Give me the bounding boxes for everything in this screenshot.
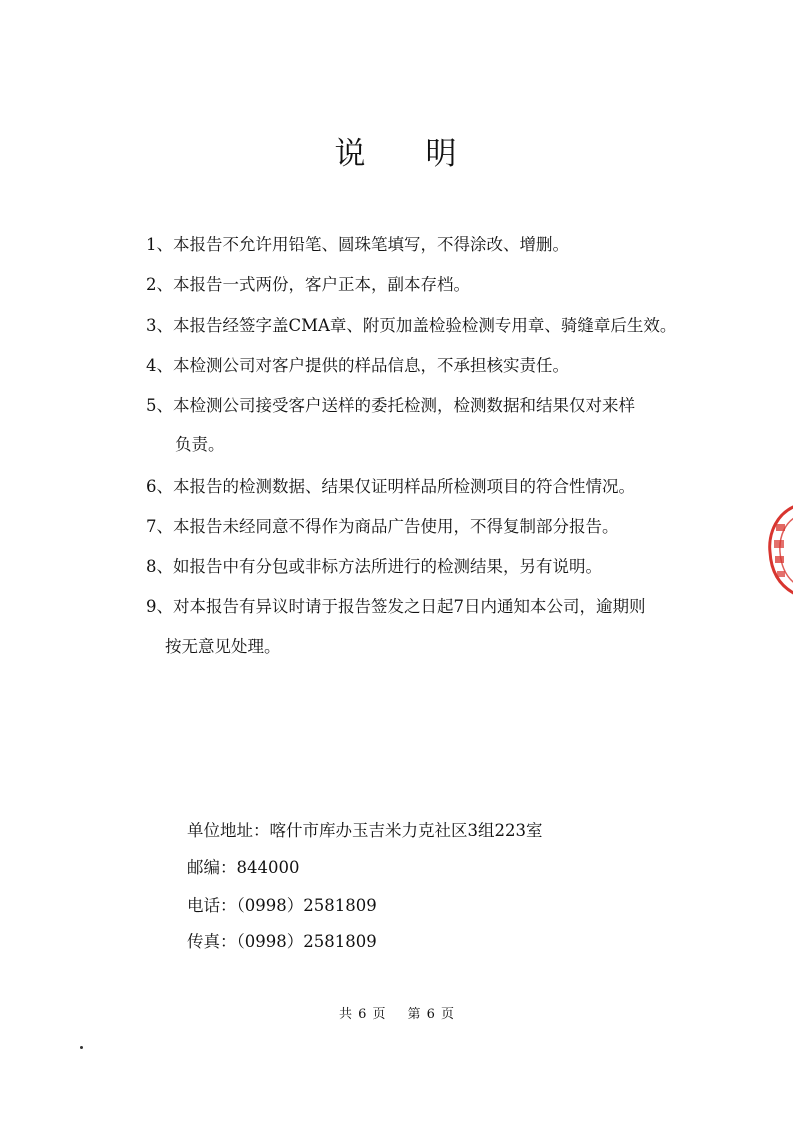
contact-postcode: 邮编：844000 xyxy=(187,858,300,877)
title-char-2: 明 xyxy=(425,136,459,172)
note-item-6: 6、本报告的检测数据、结果仅证明样品所检测项目的符合性情况。 xyxy=(146,477,635,496)
note-item-9: 9、对本报告有异议时请于报告签发之日起7日内通知本公司，逾期则 xyxy=(146,597,646,616)
page-footer xyxy=(0,1003,793,1022)
contact-address: 单位地址：喀什市库办玉吉米力克社区3组223室 xyxy=(187,821,543,840)
contact-fax: 传真：（0998）2581809 xyxy=(187,932,377,951)
scan-speck xyxy=(80,1046,83,1049)
note-item-5-cont: 负责。 xyxy=(175,435,225,454)
seal-stamp-icon xyxy=(762,500,793,600)
page-total: 共 6 页 xyxy=(338,1007,386,1022)
page-current: 第 6 页 xyxy=(407,1007,455,1022)
note-item-9-cont: 按无意见处理。 xyxy=(165,637,281,656)
note-item-8: 8、如报告中有分包或非标方法所进行的检测结果，另有说明。 xyxy=(146,557,602,576)
title-char-1: 说 xyxy=(334,136,368,172)
note-item-5: 5、本检测公司接受客户送样的委托检测，检测数据和结果仅对来样 xyxy=(146,396,635,415)
note-item-2: 2、本报告一式两份，客户正本，副本存档。 xyxy=(146,275,470,294)
note-item-3: 3、本报告经签字盖CMA章、附页加盖检验检测专用章、骑缝章后生效。 xyxy=(146,316,677,335)
note-item-7: 7、本报告未经同意不得作为商品广告使用，不得复制部分报告。 xyxy=(146,517,619,536)
note-item-4: 4、本检测公司对客户提供的样品信息，不承担核实责任。 xyxy=(146,356,569,375)
contact-phone: 电话：（0998）2581809 xyxy=(187,896,377,915)
page-title xyxy=(0,128,793,173)
note-item-1: 1、本报告不允许用铅笔、圆珠笔填写，不得涂改、增删。 xyxy=(146,235,569,254)
